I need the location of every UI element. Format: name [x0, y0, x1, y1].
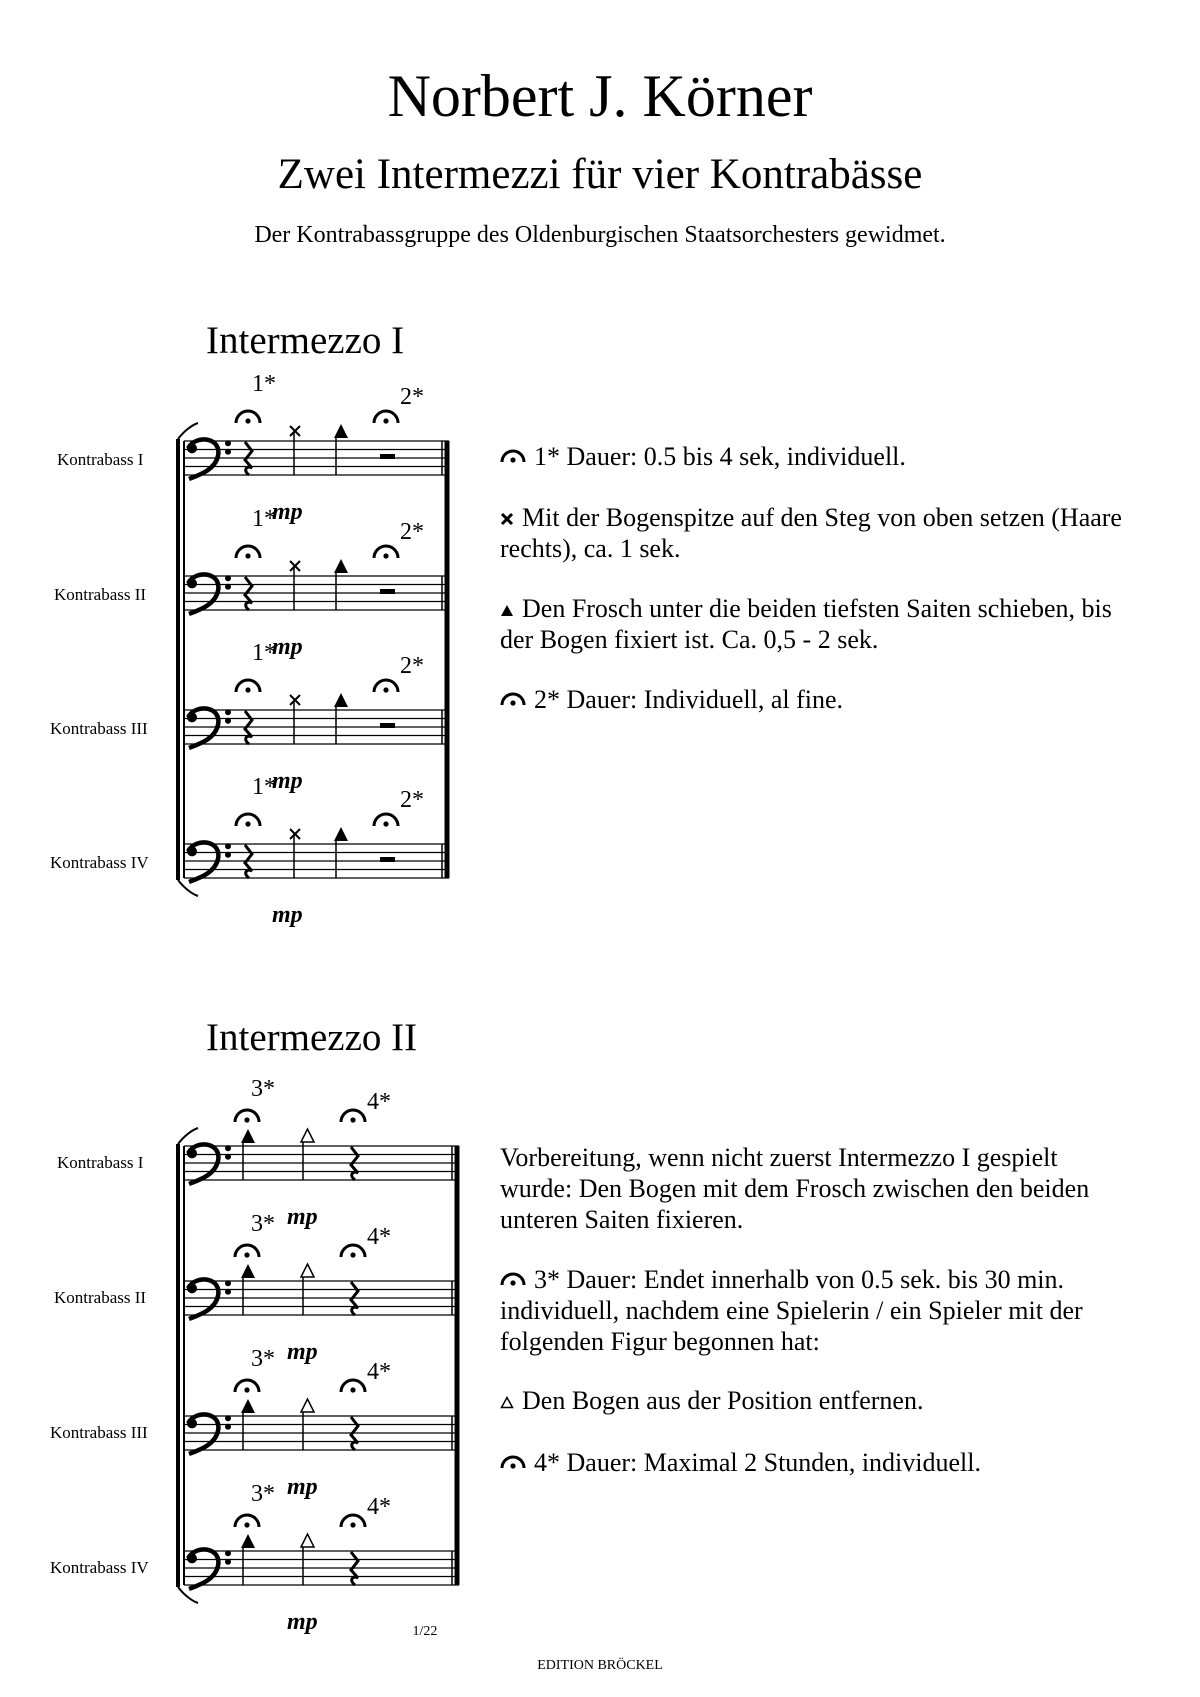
hollow-triangle-notehead	[301, 1264, 314, 1277]
instrument-label: Kontrabass I	[57, 450, 144, 469]
fermata-label: 1*	[252, 640, 276, 666]
bracket-bottom	[178, 1587, 198, 1603]
triangle-notehead	[334, 827, 348, 841]
fermata	[341, 1380, 365, 1393]
instrument-label: Kontrabass I	[57, 1153, 144, 1172]
half-rest	[380, 723, 395, 728]
dynamic-marking: mp	[272, 902, 303, 928]
fermata-icon	[500, 684, 526, 715]
dynamic-marking: mp	[287, 1204, 318, 1230]
bracket-top	[178, 1128, 198, 1144]
fermata	[341, 1110, 365, 1123]
fermata	[374, 546, 398, 559]
composer-name: Norbert J. Körner	[387, 63, 813, 129]
fermata-label: 3*	[251, 1076, 275, 1102]
triangle-notehead	[241, 1129, 255, 1143]
bass-clef	[187, 439, 231, 479]
note-cross-notehead: Mit der Bogenspitze auf den Steg von oben setzen (Haare rechts), ca. 1 sek.	[500, 503, 1122, 563]
note-preparation: Vorbereitung, wenn nicht zuerst Intermezzo I gespielt wurde: Den Bogen mit dem Frosch zwischen den beiden unteren Saiten fixieren.	[500, 1143, 1090, 1234]
intermezzo-1-title: Intermezzo I	[206, 319, 405, 362]
triangle-notehead	[334, 424, 348, 438]
fermata-icon	[500, 441, 526, 472]
fermata	[374, 814, 398, 827]
triangle-notehead	[241, 1534, 255, 1548]
note-fermata-2: 2* Dauer: Individuell, al fine.	[500, 684, 1140, 715]
bracket-top	[178, 423, 198, 439]
note-hollow-triangle: Den Bogen aus der Position entfernen.	[500, 1385, 1140, 1416]
triangle-notehead	[241, 1264, 255, 1278]
instrument-label: Kontrabass III	[50, 1423, 148, 1442]
fermata	[235, 1110, 259, 1123]
fermata-label: 4*	[367, 1494, 391, 1520]
fermata-label: 4*	[367, 1224, 391, 1250]
bass-clef	[187, 1549, 231, 1589]
fermata-label: 1*	[252, 371, 276, 397]
fermata-label: 3*	[251, 1211, 275, 1237]
fermata	[235, 1380, 259, 1393]
fermata	[236, 814, 260, 827]
fermata	[374, 680, 398, 693]
fermata-label: 3*	[251, 1346, 275, 1372]
page-number: 1/22	[412, 1624, 438, 1639]
x-notehead	[290, 829, 300, 839]
note-fermata-4: 4* Dauer: Maximal 2 Stunden, individuell.	[500, 1447, 1140, 1478]
dedication: Der Kontrabassgruppe des Oldenburgischen Staatsorchesters gewidmet.	[254, 222, 946, 248]
dynamic-marking: mp	[287, 1609, 318, 1635]
fermata-label: 4*	[367, 1359, 391, 1385]
x-notehead-icon	[500, 502, 514, 533]
hollow-triangle-notehead	[301, 1399, 314, 1412]
fermata	[236, 680, 260, 693]
hollow-triangle-icon	[500, 1385, 514, 1416]
fermata-label: 1*	[252, 774, 276, 800]
dynamic-marking: mp	[272, 634, 303, 660]
bass-clef	[187, 708, 231, 748]
publisher: EDITION BRÖCKEL	[537, 1658, 663, 1673]
hollow-triangle-notehead	[301, 1534, 314, 1547]
fermata	[235, 1515, 259, 1528]
fermata-icon	[500, 1447, 526, 1478]
fermata-label: 1*	[252, 506, 276, 532]
bass-clef	[187, 1414, 231, 1454]
intermezzo-2-title: Intermezzo II	[206, 1016, 418, 1059]
bass-clef	[187, 574, 231, 614]
half-rest	[380, 589, 395, 594]
dynamic-marking: mp	[272, 499, 303, 525]
bass-clef	[187, 842, 231, 882]
fermata	[236, 546, 260, 559]
note-triangle-notehead: Den Frosch unter die beiden tiefsten Saiten schieben, bis der Bogen fixiert ist. Ca. 0,5 - 2 sek.	[500, 594, 1112, 654]
instrument-label: Kontrabass IV	[50, 853, 149, 872]
x-notehead	[290, 561, 300, 571]
note-fermata-3: 3* Dauer: Endet innerhalb von 0.5 sek. bis 30 min. individuell, nachdem eine Spielerin / ein Spieler mit der folgenden Figur begonnen hat:	[500, 1265, 1083, 1356]
half-rest	[380, 857, 395, 862]
bracket-bottom	[178, 880, 198, 896]
fermata-label: 2*	[400, 519, 424, 545]
instrument-label: Kontrabass II	[54, 585, 147, 604]
fermata-label: 4*	[367, 1089, 391, 1115]
fermata-label: 2*	[400, 653, 424, 679]
bass-clef	[187, 1144, 231, 1184]
fermata-label: 3*	[251, 1481, 275, 1507]
dynamic-marking: mp	[272, 768, 303, 794]
work-title: Zwei Intermezzi für vier Kontrabässe	[277, 151, 923, 198]
filled-triangle-icon	[500, 593, 514, 624]
fermata-icon	[500, 1264, 526, 1295]
dynamic-marking: mp	[287, 1339, 318, 1365]
fermata	[235, 1245, 259, 1258]
triangle-notehead	[334, 559, 348, 573]
fermata	[341, 1245, 365, 1258]
triangle-notehead	[241, 1399, 255, 1413]
instrument-label: Kontrabass IV	[50, 1558, 149, 1577]
fermata	[236, 411, 260, 424]
x-notehead	[290, 695, 300, 705]
instrument-label: Kontrabass III	[50, 719, 148, 738]
bass-clef	[187, 1279, 231, 1319]
x-notehead	[290, 426, 300, 436]
fermata-label: 2*	[400, 384, 424, 410]
fermata-label: 2*	[400, 787, 424, 813]
triangle-notehead	[334, 693, 348, 707]
instrument-label: Kontrabass II	[54, 1288, 147, 1307]
fermata	[341, 1515, 365, 1528]
hollow-triangle-notehead	[301, 1129, 314, 1142]
note-fermata-1: 1* Dauer: 0.5 bis 4 sek, individuell.	[500, 441, 1140, 472]
fermata	[374, 411, 398, 424]
half-rest	[380, 454, 395, 459]
dynamic-marking: mp	[287, 1474, 318, 1500]
